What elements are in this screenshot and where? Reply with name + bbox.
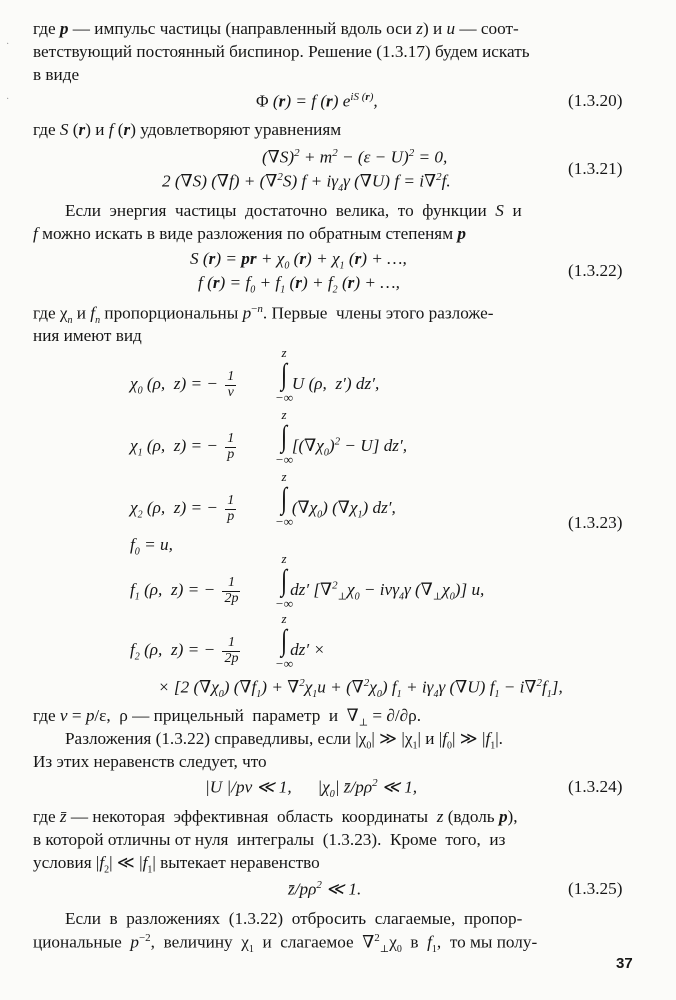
equation-number: (1.3.24) [568,777,623,796]
equation-f2-continued: × [2 $(\nabla\chi_0) (\nabla f_1) + \nabla^2\chi_1u + (\nabla^2\chi_0) f_1 + i\gamma_4\gamma$ (∇U) $f_1 - i\nabla^2f_1$], [158,677,563,701]
text-line-4: где S (r) и f (r) удовлетворяют уравнениям [33,120,342,139]
text-line-15: Если в разложениях (1.3.22) отбросить слагаемые, пропор- [65,909,523,928]
text-line-7: где $\chi_n$ и $f_n$ пропорциональны $p^{-n}$. Первые члены этого разложе- [33,303,494,327]
margin-dot: · [6,94,10,105]
equation-1-3-21a: $(\nabla S)^2 + m^2 - (\varepsilon - U)^2 = 0$, [262,147,448,167]
text-line-3: в виде [33,65,80,84]
text-line-9: где v = p/ε, ρ — прицельный параметр и $\nabla_\perp = \partial/\partial\rho$. [33,706,422,729]
text-line-1: где p — импульс частицы (направленный вдоль оси z) и u — соот- [33,19,519,38]
integral-sign: z ∫ −∞ [274,551,294,611]
text-line-5: Если энергия частицы достаточно велика, то функции S и [65,201,522,220]
text-line-13: в которой отличны от нуля интегралы (1.3.23). Кроме того, из [33,830,506,849]
equation-1-3-22a: S (r) = pr + $\chi_0$ $(r) + \chi_1$ (r) + …, [190,249,407,272]
integral-sign: z ∫ −∞ [274,345,294,405]
equation-chi1: $\chi_1$ (ρ, z) = − $\frac{1}{p}$ $[(\nabla\chi_0)^2 - U]$ dz′, [130,431,408,462]
text-line-8: ния имеют вид [33,326,142,345]
text-line-11: Из этих неравенств следует, что [33,752,267,771]
text-line-14: условия $|f_2|$ ≪ $|f_1|$ вытекает неравенство [33,853,320,876]
text-line-2: ветствующий постоянный биспинор. Решение (1.3.17) будем искать [33,42,530,61]
equation-1-3-20: Φ (r) = f (r) $e^{iS (r)}$, [256,91,378,111]
text-line-16: циональные $p^{-2}$, величину $\chi_1$ и слагаемое $\nabla^2_\perp\chi_0$ в $f_1$, то мы полу- [33,932,538,956]
equation-number: (1.3.23) [568,513,623,532]
integral-sign: z ∫ −∞ [274,611,294,671]
text-line-12: где z̄ — некоторая эффективная область координаты z (вдоль p), [33,807,518,826]
equation-number: (1.3.20) [568,91,623,110]
equation-number: (1.3.22) [568,261,623,280]
equation-1-3-21b: 2 (∇S) (∇f) + (∇$^2$S) $f + i\gamma_4\gamma$ (∇U) f = i∇$^2$f. [162,171,451,195]
equation-f0: $f_0 = u$, [130,535,173,558]
equation-f1: $f_1$ (ρ, z) = − $\frac{1}{2p}$ dz′ [$\nabla^2_\perp\chi_0 - iv\gamma_4\gamma$ $(\nabla_\perp\chi_0)$] u, [130,575,485,606]
equation-chi0: $\chi_0$ (ρ, z) = − $\frac{1}{v}$ U (ρ, z′) dz′, [130,369,380,400]
page-number: 37 [616,955,633,972]
integral-sign: z ∫ −∞ [274,407,294,467]
text-line-10: Разложения (1.3.22) справедливы, если $|\chi_0|$ ≫ $|\chi_1|$ и $|f_0|$ ≫ $|f_1|$. [65,729,503,752]
equation-f2: $f_2$ (ρ, z) = − $\frac{1}{2p}$ dz′ × [130,635,326,666]
equation-1-3-25: $z̄/p\rho^2$ ≪ 1. [288,879,362,899]
equation-chi2: $\chi_2$ (ρ, z) = − $\frac{1}{p}$ $(\nabla\chi_0)$ $(\nabla\chi_1)$ dz′, [130,493,396,524]
equation-1-3-24: |U |/pv ≪ 1, $|\chi_0|$ $z̄/p\rho^2$ ≪ 1, [205,777,418,801]
integral-sign: z ∫ −∞ [274,469,294,529]
margin-dot: · [6,39,10,50]
equation-1-3-22b: f $(r) = f_0 + f_1$ $(r) + f_2$ (r) + …, [198,273,400,296]
text-line-6: f можно искать в виде разложения по обратным степеням p [33,224,466,243]
equation-number: (1.3.25) [568,879,623,898]
equation-number: (1.3.21) [568,159,623,178]
